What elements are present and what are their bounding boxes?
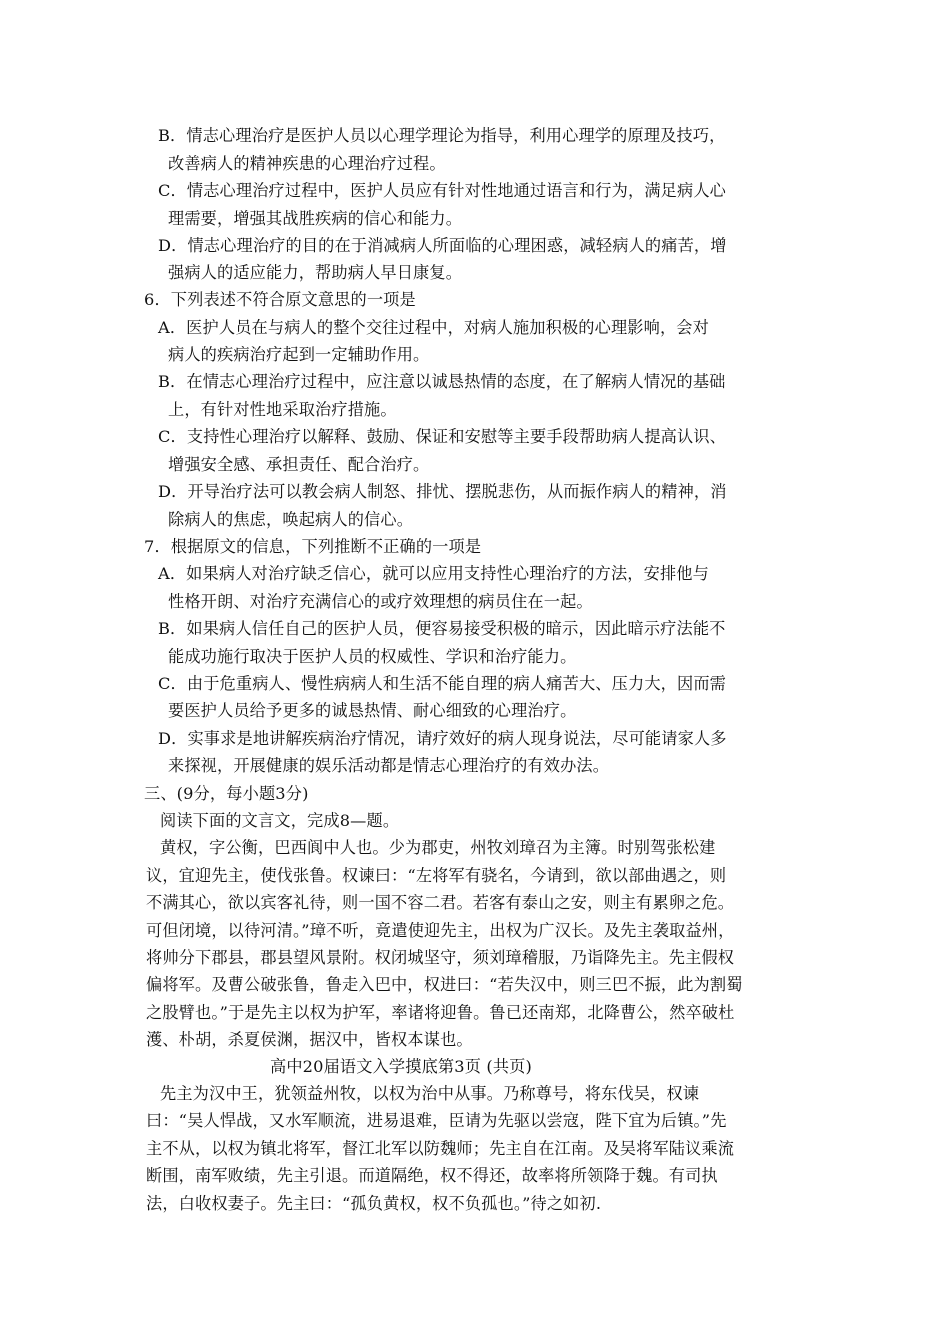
reading-instruction: 阅读下面的文言文，完成8—题。 <box>160 811 400 830</box>
passage-line-11: 主不从，以权为镇北将军，督江北军以防魏师；先主自在江南。及吴将军陆议乘流 <box>146 1139 735 1158</box>
passage-line-4: 可但闭境，以待河清。”璋不听，竟遣使迎先主，出权为广汉长。及先主袭取益州， <box>146 921 735 940</box>
option-d-line1: D．情志心理治疗的目的在于消减病人所面临的心理困惑，减轻病人的痛苦，增 <box>158 236 727 255</box>
passage-line-9: 先主为汉中王，犹领益州牧，以权为治中从事。乃称尊号，将东伐吴，权谏 <box>160 1084 700 1103</box>
q6-option-a-line1: A．医护人员在与病人的整个交往过程中，对病人施加积极的心理影响，会对 <box>158 318 709 337</box>
page-footer: 高中20届语文入学摸底第3页 (共页) <box>270 1057 532 1076</box>
passage-line-7: 之股臂也。”于是先主以权为护军，率诸将迎鲁。鲁已还南郑，北降曹公，然卒破杜 <box>146 1003 735 1022</box>
option-d-line2: 强病人的适应能力，帮助病人早日康复。 <box>168 263 463 282</box>
option-b-line2: 改善病人的精神疾患的心理治疗过程。 <box>168 154 446 173</box>
option-c-line2: 理需要，增强其战胜疾病的信心和能力。 <box>168 209 463 228</box>
q7-option-a-line1: A．如果病人对治疗缺乏信心，就可以应用支持性心理治疗的方法，安排他与 <box>158 564 709 583</box>
q7-option-d-line1: D．实事求是地讲解疾病治疗情况，请疗效好的病人现身说法，尽可能请家人多 <box>158 729 727 748</box>
passage-line-6: 偏将军。及曹公破张鲁，鲁走入巴中，权进曰：“若失汉中，则三巴不振，此为割蜀 <box>146 975 743 994</box>
q7-option-d-line2: 来探视，开展健康的娱乐活动都是情志心理治疗的有效办法。 <box>168 756 610 775</box>
passage-line-12: 断围，南军败绩，先主引退。而道隔绝，权不得还，故率将所领降于魏。有司执 <box>146 1166 718 1185</box>
q6-option-c-line1: C．支持性心理治疗以解释、鼓励、保证和安慰等主要手段帮助病人提高认识、 <box>158 427 727 446</box>
question-7: 7．根据原文的信息，下列推断不正确的一项是 <box>144 537 482 556</box>
q6-option-d-line1: D．开导治疗法可以教会病人制怒、排忧、摆脱悲伤，从而振作病人的精神，消 <box>158 482 727 501</box>
q6-option-c-line2: 增强安全感、承担责任、配合治疗。 <box>168 455 430 474</box>
passage-line-13: 法，白收权妻子。先主曰：“孤负黄权，权不负孤也。”待之如初. <box>146 1194 602 1213</box>
q7-option-c-line1: C．由于危重病人、慢性病病人和生活不能自理的病人痛苦大、压力大，因而需 <box>158 674 727 693</box>
option-c-line1: C．情志心理治疗过程中，医护人员应有针对性地通过语言和行为，满足病人心 <box>158 181 727 200</box>
q7-option-b-line1: B．如果病人信任自己的医护人员，便容易接受积极的暗示，因此暗示疗法能不 <box>158 619 726 638</box>
passage-line-1: 黄权，字公衡，巴西阆中人也。少为郡吏，州牧刘璋召为主簿。时别驾张松建 <box>160 838 716 857</box>
q7-option-c-line2: 要医护人员给予更多的诚恳热情、耐心细致的心理治疗。 <box>168 701 577 720</box>
passage-line-8: 濩、朴胡，杀夏侯渊，据汉中，皆权本谋也。 <box>146 1030 473 1049</box>
option-b-line1: B．情志心理治疗是医护人员以心理学理论为指导，利用心理学的原理及技巧， <box>158 126 726 145</box>
q6-option-d-line2: 除病人的焦虑，唤起病人的信心。 <box>168 510 414 529</box>
q6-option-b-line2: 上，有针对性地采取治疗措施。 <box>168 400 397 419</box>
q6-option-b-line1: B．在情志心理治疗过程中，应注意以诚恳热情的态度，在了解病人情况的基础 <box>158 372 726 391</box>
q7-option-a-line2: 性格开朗、对治疗充满信心的或疗效理想的病员住在一起。 <box>168 592 593 611</box>
passage-line-2: 议，宜迎先主，使伐张鲁。权谏曰：“左将军有骁名，今请到，欲以部曲遇之，则 <box>146 866 727 885</box>
q7-option-b-line2: 能成功施行取决于医护人员的权威性、学识和治疗能力。 <box>168 647 577 666</box>
question-6: 6．下列表述不符合原文意思的一项是 <box>144 290 416 309</box>
passage-line-5: 将帅分下郡县，郡县望风景附。权闭城坚守，须刘璋稽服，乃诣降先主。先主假权 <box>146 948 735 967</box>
passage-line-3: 不满其心，欲以宾客礼待，则一国不容二君。若客有泰山之安，则主有累卵之危。 <box>146 893 735 912</box>
passage-line-10: 曰：“吴人悍战，又水军顺流，进易退难，臣请为先驱以尝寇，陛下宜为后镇。”先 <box>146 1111 727 1130</box>
section-3-heading: 三、(9分，每小题3分) <box>144 784 309 803</box>
q6-option-a-line2: 病人的疾病治疗起到一定辅助作用。 <box>168 345 430 364</box>
